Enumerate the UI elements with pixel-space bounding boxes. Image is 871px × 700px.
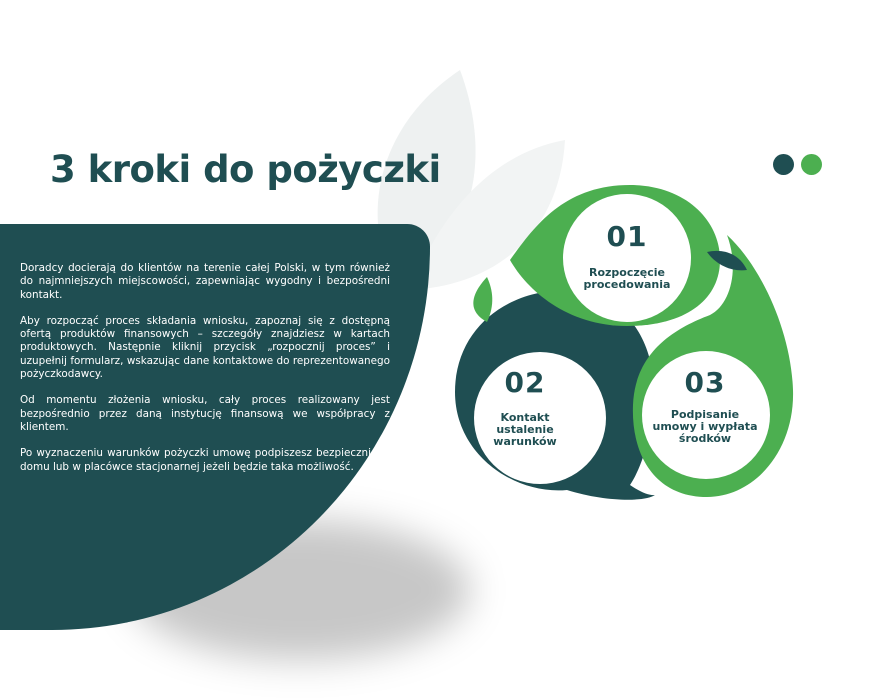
step-02-number: 02 xyxy=(504,366,546,399)
paragraph-3: Od momentu złożenia wniosku, cały proces realizowany jest bezpośrednio przez daną instytucję finansową we współpracy z klientem. xyxy=(20,394,390,433)
step-03-number: 03 xyxy=(684,366,726,399)
step-03-label-line: środków xyxy=(678,432,732,445)
step-01-label-line: procedowania xyxy=(583,278,671,291)
page-title: 3 kroki do pożyczki xyxy=(50,148,441,191)
step-02-label-line: ustalenie xyxy=(496,423,554,436)
dot-green xyxy=(801,154,822,175)
step-02-label-line: warunków xyxy=(493,435,557,448)
droplet-left xyxy=(473,277,492,322)
step-01-label xyxy=(557,267,697,291)
step-01-inner-circle xyxy=(563,194,691,322)
step-01-label-line: Rozpoczęcie xyxy=(589,266,665,279)
steps-diagram xyxy=(455,180,805,510)
paragraph-4: Po wyznaczeniu warunków pożyczki umowę podpiszesz bezpiecznie w domu lub w placówce stacjonarnej jeżeli będzie taka możliwość. xyxy=(20,447,390,473)
dot-dark xyxy=(773,154,794,175)
step-03-label-line: umowy i wypłata xyxy=(652,420,758,433)
description-text xyxy=(20,262,390,487)
paragraph-2: Aby rozpocząć proces składania wniosku, zapoznaj się z dostępną ofertą produktów finansowych – szczegóły znajdziesz w kartach produktowych. Następnie kliknij przycisk „rozpocznij proces” i uzupełnij formularz, wskazując dane kontaktowe do reprezentowanego pożyczkodawcy. xyxy=(20,314,390,381)
step-03-label-line: Podpisanie xyxy=(670,408,740,421)
step-02-label-line: Kontakt xyxy=(500,411,550,424)
step-03-label xyxy=(640,409,770,445)
step-01-number: 01 xyxy=(606,220,648,253)
paragraph-1: Doradcy docierają do klientów na terenie całej Polski, w tym również do najmniejszych miejscowości, zapewniając wygodny i bezpośredni kontakt. xyxy=(20,262,390,301)
step-02-label xyxy=(475,412,575,448)
